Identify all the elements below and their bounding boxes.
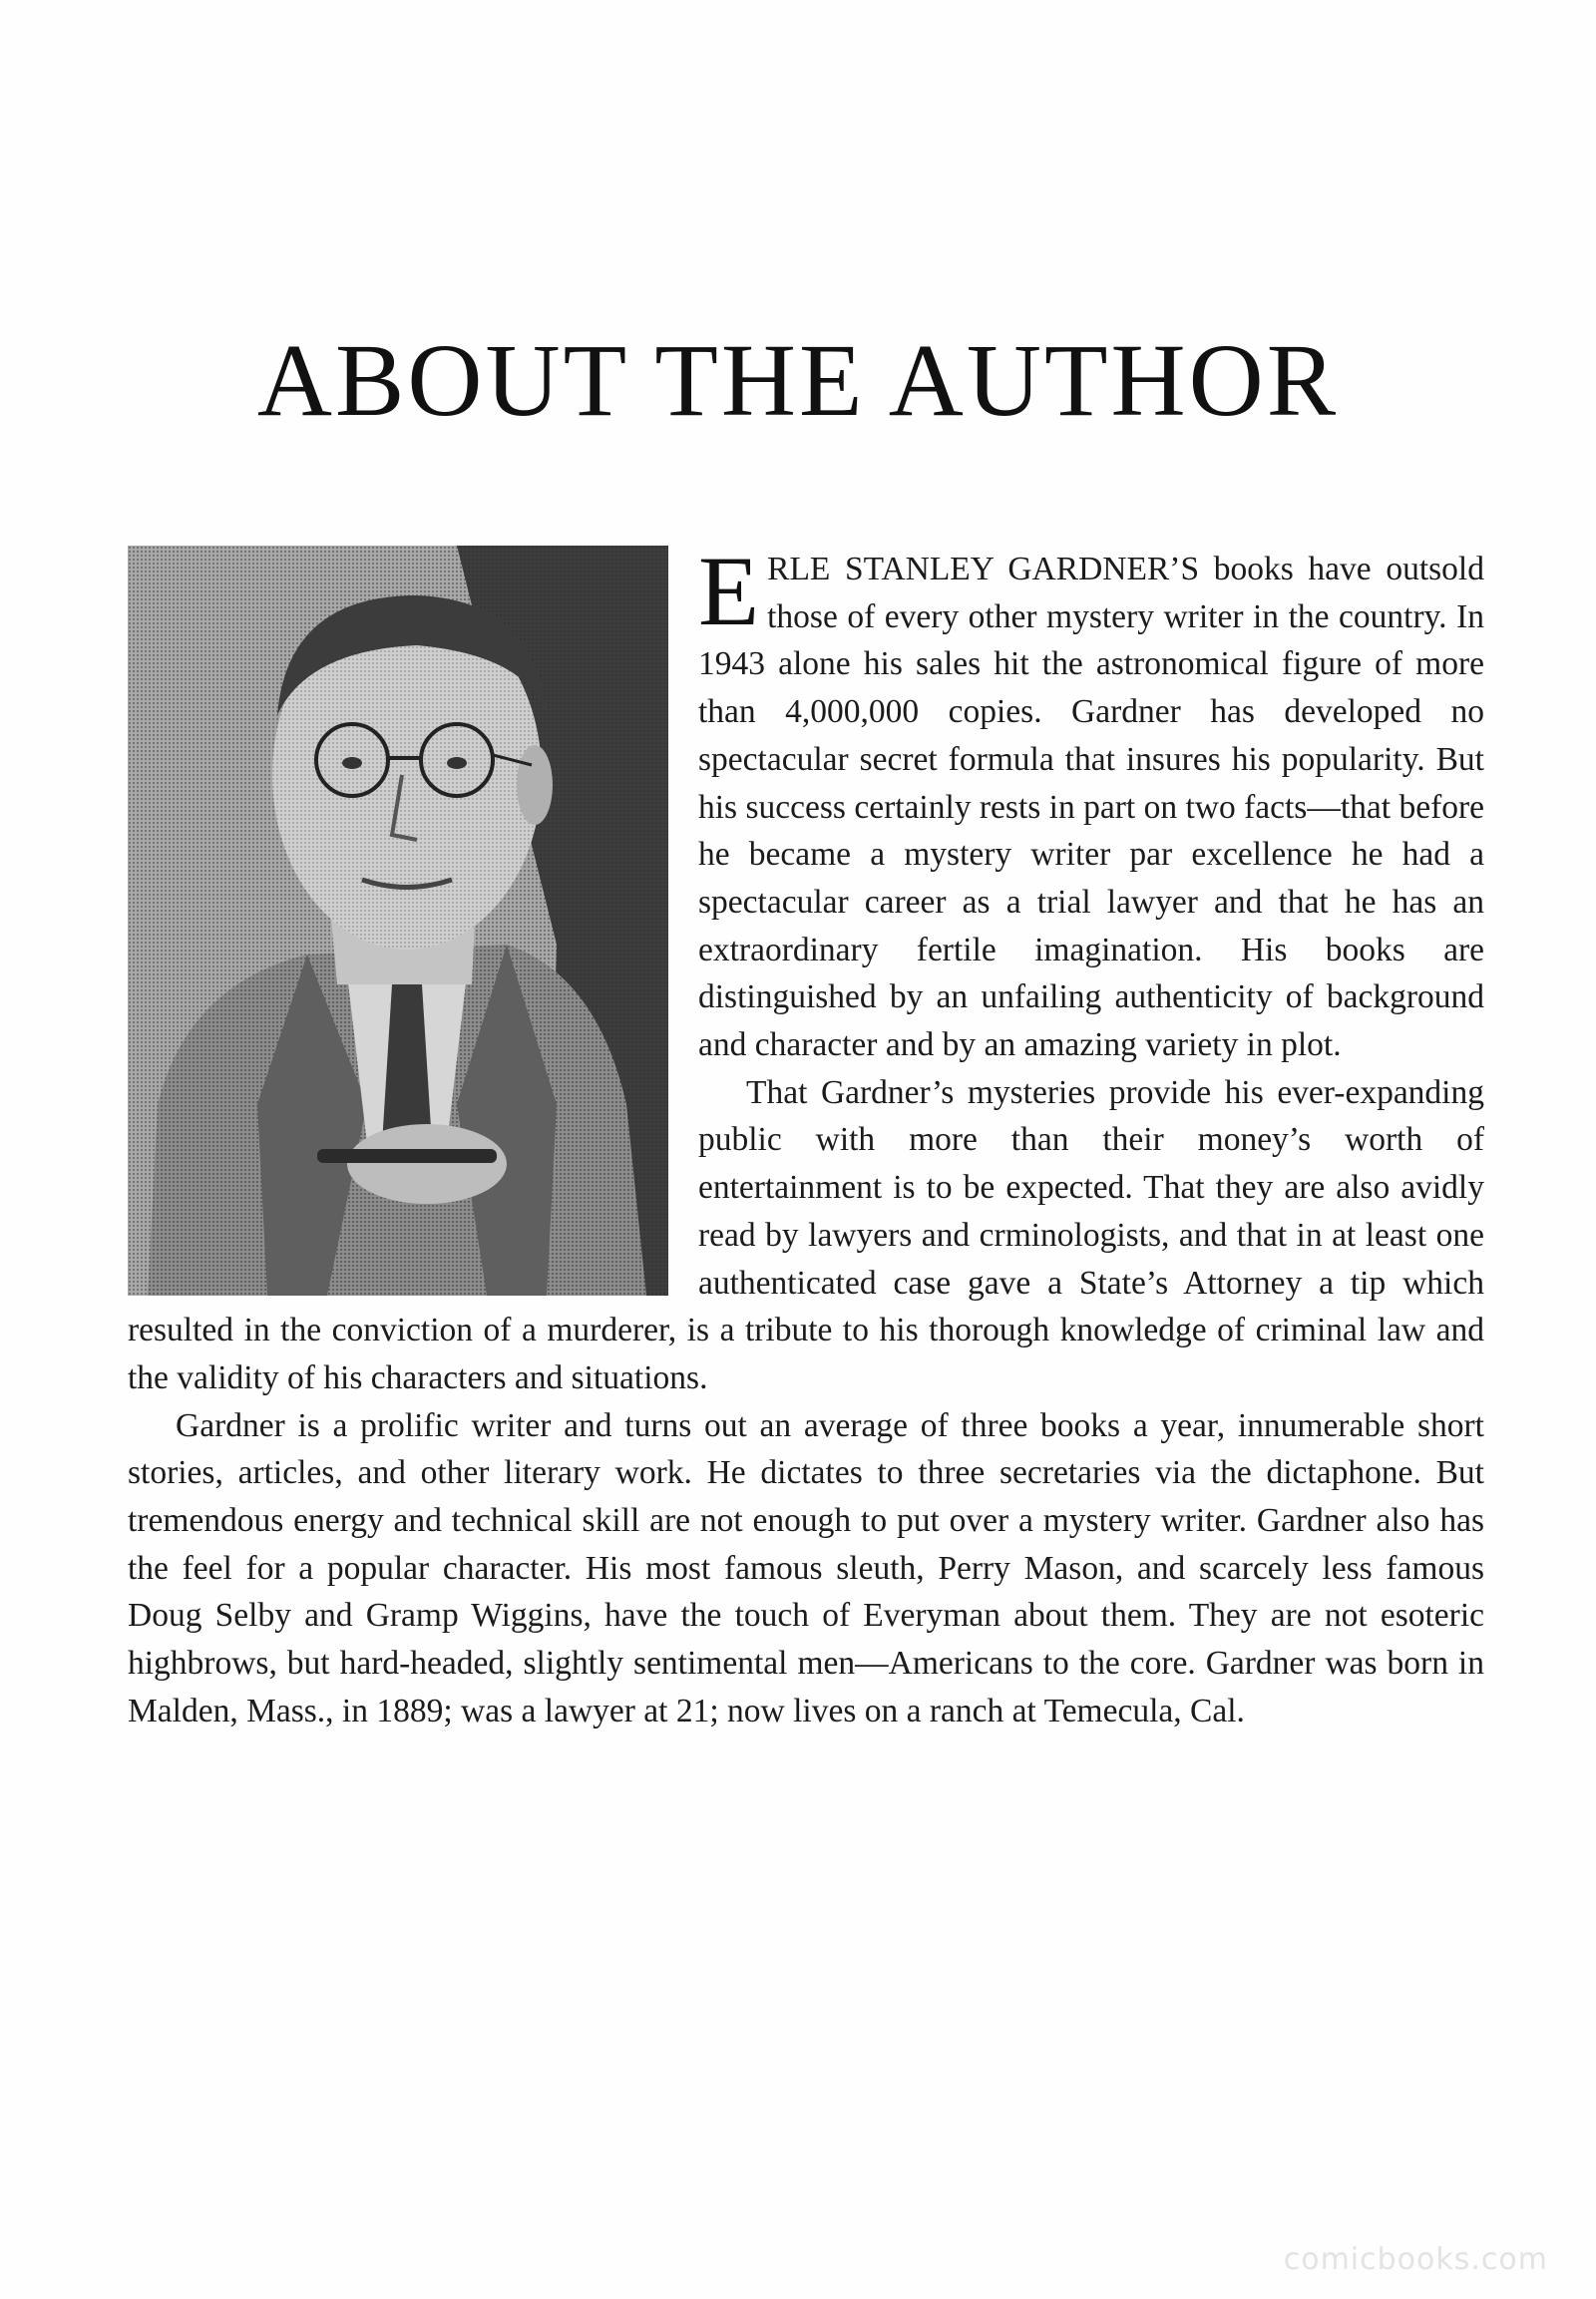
drop-cap: E: [698, 536, 760, 646]
paragraph-2: That Gardner’s mysteries provide his ever-expanding public with more than their money’s worth of entertainment is to be expected. That they are also avidly read by lawyers and crminologists, and that in at least one authenticated case gave a State’s Attorney a tip which resulted in the conviction of a murderer, is a tribute to his thorough knowledge of criminal law and the validity of his characters and situations.: [128, 1073, 1484, 1396]
paragraph-1-text: RLE STANLEY GARDNER’S books have outsold those of every other mystery writer in the country. In 1943 alone his sales hit the astronomical figure of more than 4,000,000 copies. Gardner has developed no spectacular secret formula that insures his popularity. But his success certainly rests in part on two facts—that before he became a mystery writer par excellence he had a spectacular career as a trial lawyer and that he has an extraordinary fertile imagination. His books are distinguished by an unfailing authenticity of background and character and by an amazing variety in plot.: [698, 551, 1484, 1064]
article-body: [128, 536, 1484, 1735]
page-title: ABOUT THE AUTHOR: [256, 323, 1340, 438]
author-portrait: [128, 546, 668, 1296]
portrait-drawing: [128, 546, 668, 1296]
site-watermark: comicbooks.com: [1283, 2242, 1548, 2277]
paragraph-3: Gardner is a prolific writer and turns out an average of three books a year, innumerable short stories, articles, and other literary work. He dictates to three secretaries via the dictaphone. But tremendous energy and technical skill are not enough to put over a mystery writer. Gardner also has the feel for a popular character. His most famous sleuth, Perry Mason, and scarcely less famous Doug Selby and Gramp Wiggins, have the touch of Everyman about them. They are not esoteric highbrows, but hard-headed, slightly sentimental men—Americans to the core. Gardner was born in Malden, Mass., in 1889; was a lawyer at 21; now lives on a ranch at Temecula, Cal.: [128, 1406, 1484, 1729]
